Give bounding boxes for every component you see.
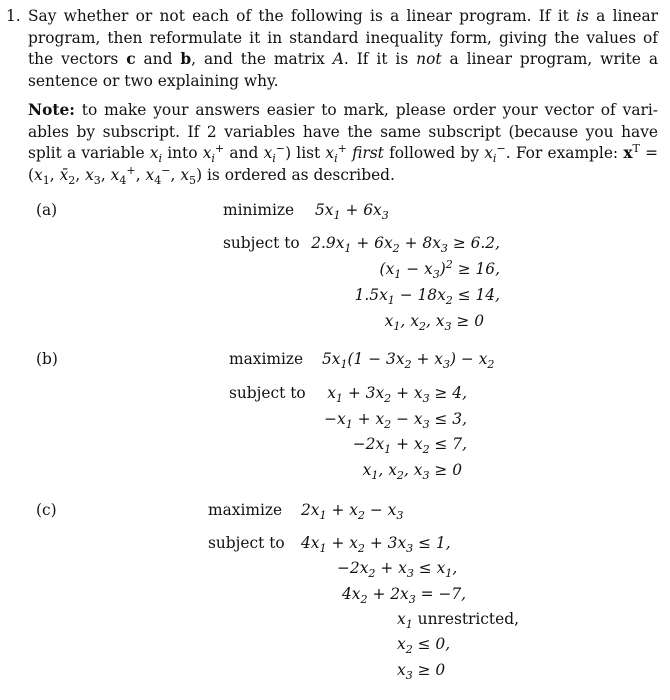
question-intro: Say whether or not each of the following is a linear program. If it is a linear program, then reformulate it in standard inequality form, giving the values of the vectors c and b, and the matrix A. If it is not a linear program, write a sentence or two explaining why. — [28, 7, 658, 90]
constraint-c-6: $x_3 \ge 0$ — [397, 661, 446, 683]
constraint-a-4: $x_1$, $x_2$, $x_3 \ge 0$ — [384, 312, 484, 334]
note: Note: to make your answers easier to mark, please order your vector of vari- ables by subscript. If 2 variables have the same subscript (because you have split a variable $x_i$ into $x_i^+$ and $x_i^-$) list $x_i^+$ first followed by $x_i^-$. For example: $x^T = (x_1$, $x̄_2$, $x_3$, $x_4^+$, $x_4^-$, $x_5$) is ordered as described. — [28, 101, 658, 187]
problem-label-a: (a) — [36, 201, 58, 219]
constraint-b-3: $-2x_1 + x_2 \le 7$, — [352, 435, 467, 457]
sense-c: maximize — [208, 501, 283, 519]
constraint-c-4: $x_1$ unrestricted, — [397, 610, 519, 632]
problem-label-b: (b) — [36, 350, 58, 368]
objective-c: $2x_1 + x_2 - x_3$ — [301, 501, 404, 523]
objective-a: $5x_1 + 6x_3$ — [315, 201, 389, 223]
constraint-c-3: $4x_2 + 2x_3 = -7$, — [342, 585, 467, 607]
objective-b: $5x_1(1 - 3x_2 + x_3) - x_2$ — [322, 350, 495, 372]
constraint-b-4: $x_1$, $x_2$, $x_3 \ge 0$ — [362, 461, 462, 483]
constraint-b-2: $-x_1 + x_2 - x_3 \le 3$, — [324, 410, 467, 432]
subject-to-c: subject to — [208, 534, 285, 552]
note-label: Note: — [28, 101, 75, 119]
constraint-b-1: $x_1 + 3x_2 + x_3 \ge 4$, — [327, 384, 467, 406]
question-1 — [6, 6, 658, 186]
constraint-a-2: $(x_1 - x_3)^2 \ge 16$, — [379, 257, 500, 282]
constraint-a-3: $1.5x_1 - 18x_2 \le 14$, — [354, 286, 500, 308]
problem-label-c: (c) — [36, 501, 57, 519]
sense-a: minimize — [223, 201, 295, 219]
sense-b: maximize — [229, 350, 304, 368]
question-number: 1. — [6, 7, 21, 25]
constraint-c-5: $x_2 \le 0$, — [397, 635, 451, 657]
constraint-c-1: $4x_1 + x_2 + 3x_3 \le 1$, — [301, 534, 451, 556]
subject-to-b: subject to — [229, 384, 306, 402]
constraint-c-2: $-2x_2 + x_3 \le x_1$, — [337, 559, 458, 581]
subject-to-a: subject to — [223, 234, 300, 252]
constraint-a-1: $2.9x_1 + 6x_2 + 8x_3 \ge 6.2$, — [311, 234, 500, 256]
